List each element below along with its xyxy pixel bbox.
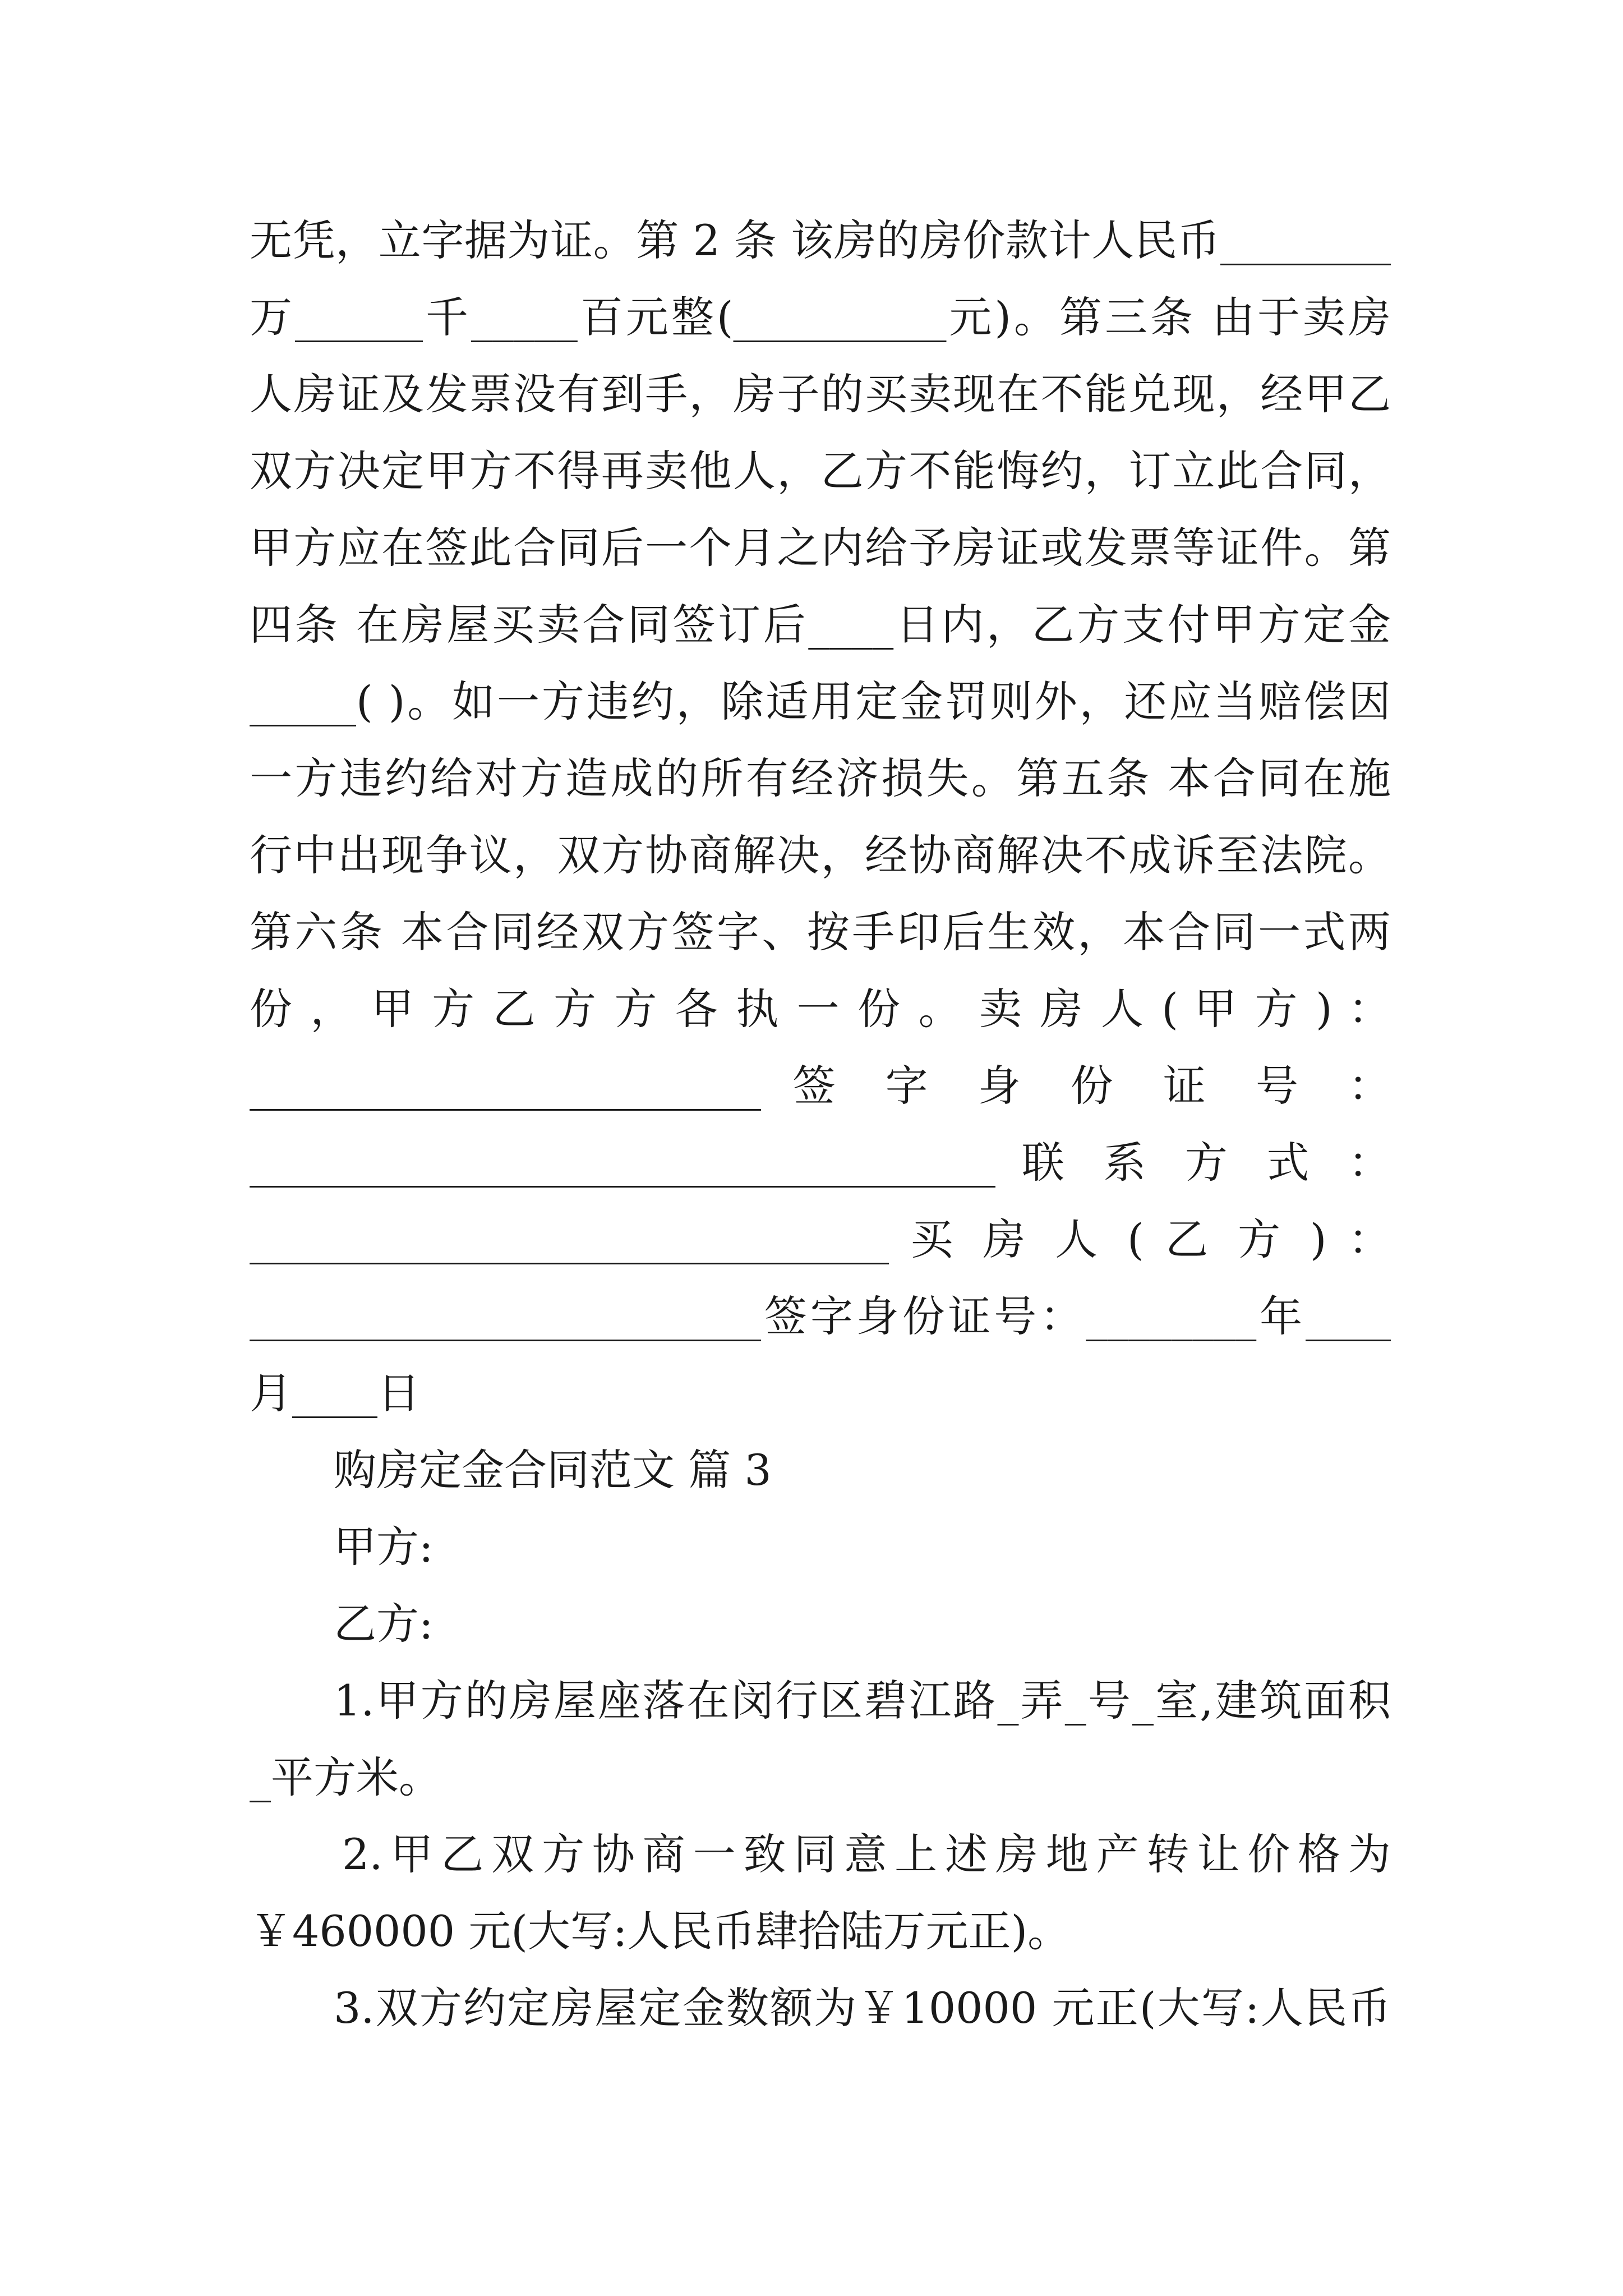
text-line-11: 份 ， 甲 方 乙 方 方 各 执 一 份 。 卖 房 人 ( 甲 方 ) ： [250, 984, 1391, 1034]
text-line-7: _____( )。如一方违约，除适用定金罚则外，还应当赔偿因 [250, 677, 1391, 726]
text-line-12: ________________________ 签 字 身 份 证 号 ： [250, 1061, 1391, 1111]
party-a-label: 甲方: [334, 1522, 434, 1572]
text-line-10: 第六条 本合同经双方签字、按手印后生效，本合同一式两 [250, 907, 1391, 957]
document-page [250, 202, 1391, 2046]
text-line-6: 四条 在房屋买卖合同签订后____日内，乙方支付甲方定金 [250, 600, 1391, 650]
text-line-16: 月____日 [250, 1368, 420, 1418]
section-title: 购房定金合同范文 篇 3 [334, 1445, 772, 1495]
text-line-3: 人房证及发票没有到手，房子的买卖现在不能兑现，经甲乙 [250, 369, 1391, 419]
item-3-line-1: 3.双方约定房屋定金数额为￥10000 元正(大写:人民币 [334, 1983, 1391, 2033]
text-line-2: 万______千_____百元整(__________元)。第三条 由于卖房 [250, 292, 1391, 342]
text-line-14: ______________________________ 买 房 人 ( 乙 方 ) ： [250, 1214, 1391, 1264]
party-b-label: 乙方: [334, 1599, 434, 1649]
text-line-1: 无凭，立字据为证。第 2 条 该房的房价款计人民币________ [250, 215, 1391, 265]
text-line-8: 一方违约给对方造成的所有经济损失。第五条 本合同在施 [250, 753, 1391, 803]
item-2-line-1: 2.甲乙双方协商一致同意上述房地产转让价格为 [342, 1829, 1391, 1879]
item-2-line-2: ￥460000 元(大写:人民币肆拾陆万元正)。 [250, 1906, 1071, 1956]
text-line-4: 双方决定甲方不得再卖他人，乙方不能悔约，订立此合同， [250, 446, 1391, 496]
text-line-9: 行中出现争议，双方协商解决，经协商解决不成诉至法院。 [250, 830, 1391, 880]
text-line-15: ________________________签字身份证号：________年____ [250, 1291, 1391, 1341]
text-line-5: 甲方应在签此合同后一个月之内给予房证或发票等证件。第 [250, 523, 1391, 573]
text-line-13: ___________________________________ 联 系 方 式 ： [250, 1138, 1391, 1188]
item-1-line-2: _平方米。 [250, 1752, 441, 1802]
item-1-line-1: 1.甲方的房屋座落在闵行区碧江路_弄_号_室,建筑面积 [334, 1676, 1391, 1726]
